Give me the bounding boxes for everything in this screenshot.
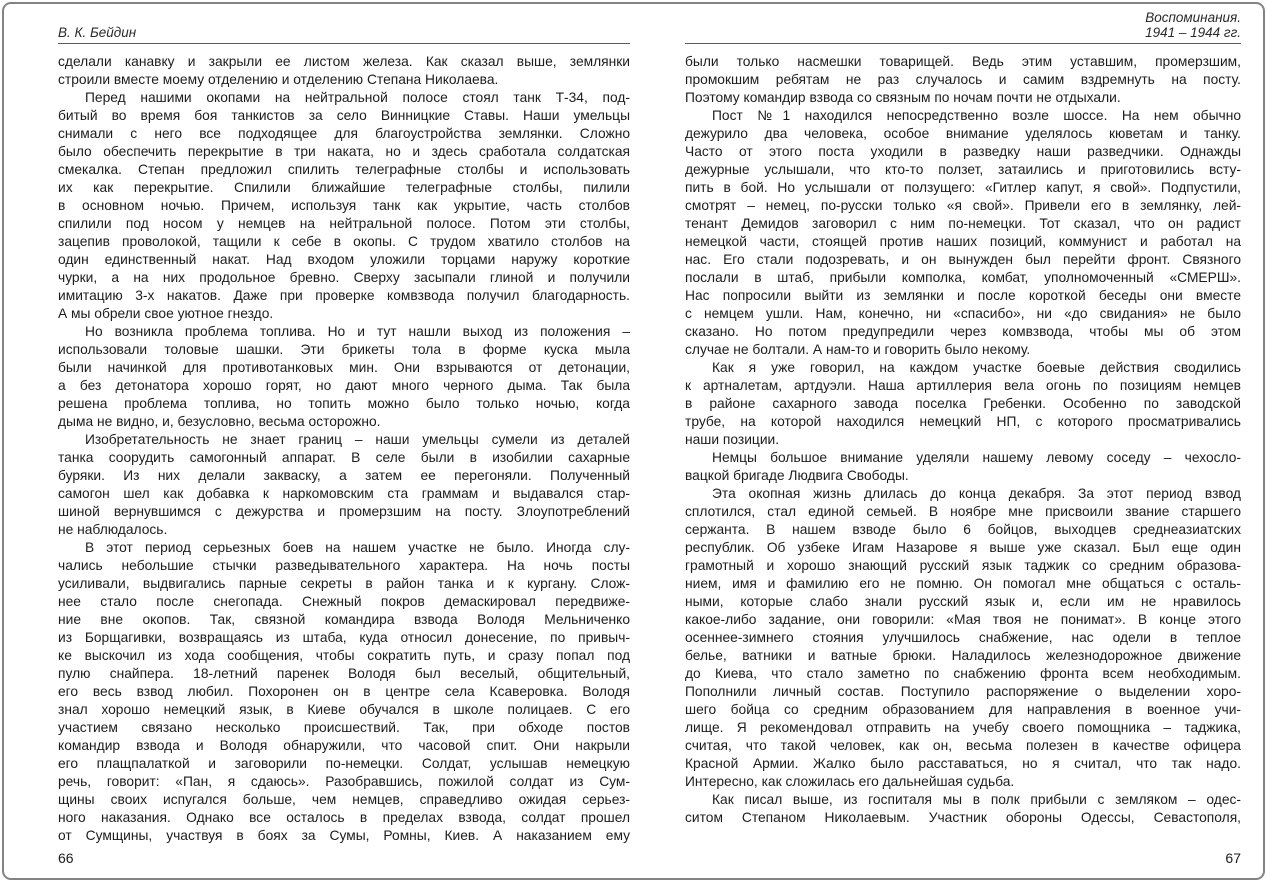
text-line: были только насмешки товарищей. Ведь этим уставшим, промерзшим, <box>685 54 1241 69</box>
text-line: строили вместе моему отделению и отделению Степана Николаева. <box>58 72 499 87</box>
text-line: промокшим ребятам не раз случалось и самим вздремнуть на посту. <box>685 72 1241 87</box>
text-line: немецкой части, стоящей против наших позиций, коммунист и работал на <box>685 234 1241 249</box>
page-number-left: 66 <box>58 850 74 866</box>
text-line: ке выскочил из хода сообщения, чтобы сократить путь, и сразу попал под <box>58 648 630 663</box>
text-line: спилили под носом у немцев на нейтральной полосе. Потом эти столбы, <box>58 216 630 231</box>
text-line: битый во время боя танкистов за село Винницкие Ставы. Наши умельцы <box>58 108 630 123</box>
running-header-title-line1: Воспоминания. <box>1145 10 1241 25</box>
text-line: дыма не видно, и, безусловно, весьма осторожно. <box>58 414 381 429</box>
text-line: чались небольшие стычки разведывательного характера. На ночь посты <box>58 558 630 573</box>
text-line: а без детонатора хорошо горят, но дают много черного дыма. Так была <box>58 378 630 393</box>
running-header-left <box>58 13 630 40</box>
text-line: чурки, а на них продольное бревно. Сверху засыпали глиной и получили <box>58 270 630 285</box>
text-line: буряки. Из них делали закваску, а затем ее перегоняли. Полученный <box>58 468 630 483</box>
text-line: использовали толовые шашки. Эти брикеты тола в форме куска мыла <box>58 342 630 357</box>
page-number-right: 67 <box>1225 850 1241 866</box>
text-line: не наблюдалось. <box>58 522 168 537</box>
text-line: нием, имя и фамилию его не помню. Он помогал мне общаться с осталь- <box>685 576 1241 591</box>
text-line: В этот период серьезных боев на нашем участке не было. Иногда слу- <box>85 540 630 555</box>
text-line: от Сумщины, участвуя в боях за Сумы, Ромны, Киев. А наказанием ему <box>58 828 630 843</box>
text-line: ситом Степаном Николаевым. Участник обороны Одессы, Севастополя, <box>685 810 1241 825</box>
page-left-body-text <box>58 53 630 845</box>
text-line: грамотный и хорошо знающий русский язык таджик со средним образова- <box>685 558 1241 573</box>
text-line: его весь взвод любил. Похоронен он в центре села Ксаверовка. Володя <box>58 684 630 699</box>
text-line: считая, что такой человек, как он, весьма полезен в качестве офицера <box>685 738 1241 753</box>
text-line: к артналетам, артдуэли. Наша артиллерия вела огонь по позициям немцев <box>685 378 1241 393</box>
text-line: имитацию 3-х накатов. Даже при проверке комвзвода получил благодарность. <box>58 288 630 303</box>
text-line: танка соорудить самогонный аппарат. В селе были в изобилии сахарные <box>58 450 630 465</box>
text-line: сплотился, стал единой семьей. В ноябре мне присвоили звание старшего <box>685 504 1241 519</box>
text-line: из Борщагивки, возвращаясь из штаба, куда относил донесение, по привыч- <box>58 630 630 645</box>
text-line: Немцы большое внимание уделяли нашему левому соседу – чехосло- <box>712 450 1241 465</box>
text-line: Как я уже говорил, на каждом участке боевые действия сводились <box>712 360 1241 375</box>
text-line: республик. Об узбеке Игам Назарове я выше уже сказал. Был еще один <box>685 540 1241 555</box>
text-line: решена проблема топлива, но топить можно было только ночью, когда <box>58 396 630 411</box>
text-line: послали в штаб, прибыли комполка, комбат, уполномоченный «СМЕРШ». <box>685 270 1241 285</box>
text-line: щины своих испугался больше, чем немцев, справедливо ожидая серьез- <box>58 792 630 807</box>
text-line: Пополнили личный состав. Поступило распоряжение о выделении хоро- <box>685 684 1241 699</box>
text-line: снимали с него все подходящее для благоустройства землянки. Сложно <box>58 126 630 141</box>
text-line: с немцем ушли. Нам, конечно, ни «спасибо», ни «до свидания» не было <box>685 306 1241 321</box>
text-line: нее стало после снегопада. Снежный покров демаскировал передвиже- <box>58 594 630 609</box>
page-left <box>58 13 630 882</box>
text-line: Пост №1 находился непосредственно возле шоссе. На нем обычно <box>712 108 1241 123</box>
text-line: осеннее-зимнего стояния улучшилось снабжение, нас одели в теплое <box>685 630 1241 645</box>
text-line: ние вне окопов. Так, связной командира взвода Володя Мельниченко <box>58 612 630 627</box>
text-line: один единственный накат. Над входом уложили торцами наружу короткие <box>58 252 630 267</box>
text-line: было обеспечить перекрытие в три наката, но и здесь сработала солдатская <box>58 144 630 159</box>
text-line: сказано. Но потом предупредили через комвзвода, чтобы мы об этом <box>685 324 1241 339</box>
page-right-body-text <box>685 53 1241 827</box>
text-line: смекалка. Степан предложил спилить телеграфные столбы и использовать <box>58 162 630 177</box>
text-line: дежурило два человека, особое внимание уделялось кюветам и танку. <box>685 126 1241 141</box>
text-line: знал хорошо немецкий язык, в Киеве обучался в школе полицаев. С его <box>58 702 630 717</box>
text-line: наши позиции. <box>685 432 780 447</box>
text-line: дежурные услышали, что кто-то ползет, затаились и приготовились всту- <box>685 162 1241 177</box>
page-right <box>685 10 1241 882</box>
text-line: Интересно, как сложилась его дальнейшая судьба. <box>685 774 1015 789</box>
text-line: Часто от этого поста уходили в разведку наши разведчики. Однажды <box>685 144 1241 159</box>
text-line: Как писал выше, из госпиталя мы в полк прибыли с земляком – одес- <box>712 792 1241 807</box>
text-line: Изобретательность не знает границ – наши умельцы сумели из деталей <box>85 432 630 447</box>
text-line: сделали канавку и закрыли ее листом железа. Как сказал выше, землянки <box>58 54 630 69</box>
text-line: вацкой бригаде Людвига Свободы. <box>685 468 909 483</box>
text-line: их как перекрытие. Спилили ближайшие телеграфные столбы, пилили <box>58 180 630 195</box>
text-line: нас. Его стали подозревать, и он вынужден был перейти фронт. Связного <box>685 252 1241 267</box>
text-line: А мы обрели свое уютное гнездо. <box>58 306 274 321</box>
header-rule-right <box>685 43 1241 44</box>
text-line: Эта окопная жизнь длилась до конца декабря. За этот период взвод <box>712 486 1241 501</box>
text-line: Красной Армии. Жалко было расставаться, но я считал, что так надо. <box>685 756 1241 771</box>
text-line: речь, говорит: «Пан, я сдаюсь». Разобравшись, пожилой солдат из Сум- <box>58 774 630 789</box>
text-line: зацепив проволокой, тащили к себе в окопы. С трудом хватило столбов на <box>58 234 630 249</box>
text-line: ного наказания. Однако все осталось в пределах взвода, солдат прошел <box>58 810 630 825</box>
running-header-title <box>1145 10 1241 40</box>
text-line: Перед нашими окопами на нейтральной полосе стоял танк Т-34, под- <box>85 90 630 105</box>
running-header-title-line2: 1941 – 1944 гг. <box>1145 25 1241 40</box>
text-line: ными, которые слабо знали русский язык и, если им не нравилось <box>685 594 1241 609</box>
text-line: Нас попросили выйти из землянки и после короткой беседы они вместе <box>685 288 1241 303</box>
text-line: шиной вернувшимся с дежурства и промерзшим на посту. Злоупотреблений <box>58 504 630 519</box>
text-line: шего бойца со средним образованием для направления в военное учи- <box>685 702 1241 717</box>
running-header-right <box>685 10 1241 40</box>
text-line: сержанта. В нашем взводе было 6 бойцов, выходцев среднеазиатских <box>685 522 1241 537</box>
text-line: случае не болтали. А нам-то и говорить было некому. <box>685 342 1031 357</box>
text-line: тенант Демидов заговорил с ним по-немецки. Тот сказал, что он радист <box>685 216 1241 231</box>
text-line: пулю снайпера. 18-летний паренек Володя был веселый, общительный, <box>58 666 630 681</box>
text-line: в основном ночью. Причем, используя танк как укрытие, часть столбов <box>58 198 630 213</box>
text-line: белье, ватники и ватные брюки. Наладилось железнодорожное движение <box>685 648 1241 663</box>
text-line: в районе сахарного завода поселка Гребенки. Особенно по заводской <box>685 396 1241 411</box>
text-line: лище. Я рекомендовал отправить на учебу своего помощника – таджика, <box>685 720 1241 735</box>
text-line: Но возникла проблема топлива. Но и тут нашли выход из положения – <box>85 324 630 339</box>
header-rule-left <box>58 43 630 44</box>
text-line: трубе, на которой находился немецкий НП, с которого просматривались <box>685 414 1241 429</box>
text-line: были начинкой для противотанковых мин. Они взрываются от детонации, <box>58 360 630 375</box>
text-line: Поэтому командир взвода со связным по ночам почти не отдыхали. <box>685 90 1121 105</box>
text-line: пить в бой. Но услышали от ползущего: «Гитлер капут, я свой». Подпустили, <box>685 180 1241 195</box>
text-line: какое-либо задание, они говорили: «Мая твоя не понимат». В конце этого <box>685 612 1241 627</box>
text-line: до Киева, что стало заметно по снабжению фронта всем необходимым. <box>685 666 1241 681</box>
text-line: участием связано несколько происшествий. Так, при обходе постов <box>58 720 630 735</box>
running-header-author: В. К. Бейдин <box>58 25 137 40</box>
text-line: его плащпалаткой и заговорили по-немецки. Солдат, услышав немецкую <box>58 756 630 771</box>
text-line: самогон шел как добавка к наркомовским ста граммам и выдавался стар- <box>58 486 630 501</box>
text-line: усиливали, выдвигались парные секреты в район танка и к кургану. Слож- <box>58 576 630 591</box>
text-line: командир взвода и Володя обнаружили, что часовой спит. Они накрыли <box>58 738 630 753</box>
text-line: смотрят – немец, по-русски только «я свой». Привели его в землянку, лей- <box>685 198 1241 213</box>
